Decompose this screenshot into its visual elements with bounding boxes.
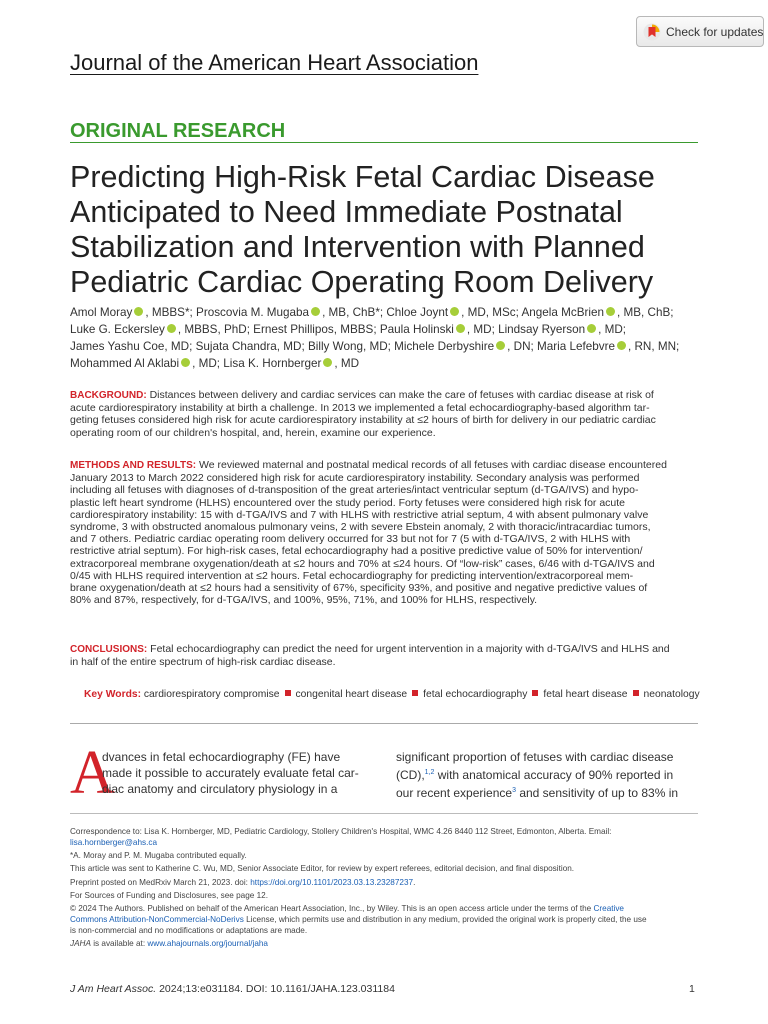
note-text: JAHA	[70, 939, 91, 949]
journal-name[interactable]: Journal of the American Heart Association	[70, 50, 479, 75]
orcid-icon[interactable]	[167, 324, 176, 333]
check-updates-label: Check for updates	[666, 24, 764, 39]
author-text: , MD; Lisa K. Hornberger	[192, 357, 322, 371]
author-text: , MB, ChB;	[617, 306, 674, 319]
email-link[interactable]: lisa.hornberger@ahs.ca	[70, 838, 158, 847]
abstract-line: cardiorespiratory instability: 15 with d-TGA/IVS and 7 with HLHS with restrictive atrial septum, 4 with absent pulmonary valve	[70, 508, 649, 521]
preprint-note	[70, 877, 700, 888]
body-text: and sensitivity of up to 83% in	[515, 786, 679, 800]
abstract-line	[70, 643, 698, 656]
keyword-separator	[412, 690, 418, 696]
abstract-line: acute cardiorespiratory instability at birth a challenge. In 2013 we implemented a fetal echocardiography-based algorithm tar-	[70, 402, 650, 415]
abstract-label: BACKGROUND:	[70, 390, 147, 401]
orcid-icon[interactable]	[181, 358, 190, 367]
abstract-line: extracorporeal membrane oxygenation/death at ≤2 hours and 70% at ≤24 hours. Of “low-risk” cases, 6/46 with d-TGA/IVS and	[70, 557, 655, 570]
orcid-icon[interactable]	[450, 307, 459, 316]
abstract-line: 0/45 with HLHS required intervention at ≤2 hours. Fetal echocardiography for predicting intervention/extracorporeal mem-	[70, 569, 634, 582]
abstract-conclusions	[70, 643, 698, 668]
author-text: Amol Moray	[70, 306, 133, 319]
note-text: is available at:	[90, 939, 148, 949]
correspondence-note	[70, 826, 700, 848]
orcid-icon[interactable]	[323, 358, 332, 367]
abstract-methods-results	[70, 459, 698, 606]
abstract-background	[70, 389, 698, 439]
abstract-line: and 7 others. Pediatric cardiac operating room delivery occurred for 33 but not for 7 (5 with d-TGA/IVS, 2 with HLHS with	[70, 533, 631, 546]
keywords	[84, 689, 700, 700]
check-updates-icon	[643, 23, 661, 41]
body-line: diac anatomy and circulatory physiology in a	[102, 782, 338, 796]
keyword[interactable]: fetal heart disease	[543, 689, 628, 700]
license-link[interactable]: Creative	[593, 903, 624, 913]
license-note	[70, 903, 700, 936]
author-text: Luke G. Eckersley	[70, 323, 165, 337]
citation-footer	[70, 983, 395, 995]
equal-contribution-note: *A. Moray and P. M. Mugaba contributed equally.	[70, 851, 247, 861]
note-text: © 2024 The Authors. Published on behalf of the American Heart Association, Inc., by Wiley. This is an open access article under the terms of the	[70, 903, 594, 913]
author-text: , MD;	[598, 323, 627, 337]
author-text: , MD; Lindsay Ryerson	[466, 323, 586, 337]
abstract-label: CONCLUSIONS:	[70, 644, 148, 655]
author-text: , RN, MN;	[627, 340, 680, 354]
body-text: with anatomical accuracy of 90% reported in	[434, 768, 674, 782]
note-text: is non-commercial and no modifications or adaptations are made.	[70, 925, 308, 935]
footnote-divider	[70, 813, 698, 814]
orcid-icon[interactable]	[606, 307, 615, 316]
keyword-separator	[633, 690, 639, 696]
check-for-updates-button[interactable]	[636, 16, 764, 47]
abstract-line: in half of the entire spectrum of high-risk cardiac disease.	[70, 656, 336, 669]
abstract-text: Distances between delivery and cardiac services can make the care of fetuses with cardiac disease at risk of	[146, 389, 654, 401]
keyword-separator	[285, 690, 291, 696]
section-heading: ORIGINAL RESEARCH	[70, 120, 286, 142]
body-column-left	[70, 739, 374, 807]
author-text: , MBBS*; Proscovia M. Mugaba	[145, 306, 310, 319]
author-line	[70, 321, 710, 338]
journal-abbreviation: J Am Heart Assoc.	[70, 983, 157, 995]
title-line: Pediatric Cardiac Operating Room Delivery	[70, 265, 654, 299]
note-text: .	[413, 877, 416, 887]
editor-note: This article was sent to Katherine C. Wu, MD, Senior Associate Editor, for review by expert referees, editorial decision, and final disposition.	[70, 864, 575, 874]
author-text: , MB, ChB*; Chloe Joynt	[322, 306, 449, 319]
body-line	[396, 765, 700, 783]
keywords-label: Key Words:	[84, 689, 142, 700]
license-link[interactable]: Commons Attribution-NonCommercial-NoDerivs	[70, 914, 244, 924]
body-text: (CD),	[396, 768, 425, 782]
abstract-line: January 2013 to March 2022 considered high risk for acute cardiorespiratory instability. Secondary analysis was performed	[70, 472, 640, 485]
abstract-line: operating room of our children's hospital, and, herein, examine our experience.	[70, 426, 436, 439]
author-text: Mohammed Al Aklabi	[70, 357, 180, 371]
keyword-separator	[532, 690, 538, 696]
orcid-icon[interactable]	[496, 341, 505, 350]
body-line	[396, 783, 700, 801]
abstract-line: brane oxygenation/death at ≤2 hours had a sensitivity of 67%, specificity 93%, and positive and negative predictive values of	[70, 582, 648, 595]
article-title	[70, 160, 710, 300]
title-line: Anticipated to Need Immediate Postnatal	[70, 195, 623, 229]
drop-cap: A	[70, 739, 115, 807]
author-line	[70, 304, 710, 321]
abstract-text: We reviewed maternal and postnatal medical records of all fetuses with cardiac disease encountered	[196, 459, 667, 471]
abstract-line	[70, 459, 698, 472]
section-rule	[70, 142, 698, 143]
note-text: Preprint posted on MedRxiv March 21, 2023. doi:	[70, 877, 251, 887]
note-text: Correspondence to: Lisa K. Hornberger, MD, Pediatric Cardiology, Stollery Children's Hospital, WMC 4.26 8440 112 Street, Edmonton, Alberta. Email:	[70, 827, 612, 836]
keyword[interactable]: cardiorespiratory compromise	[143, 689, 280, 700]
author-text: , MBBS, PhD; Ernest Phillipos, MBBS; Paula Holinski	[177, 323, 454, 337]
keyword[interactable]: neonatology	[643, 689, 700, 700]
abstract-line	[70, 389, 698, 402]
title-line: Predicting High-Risk Fetal Cardiac Disease	[70, 160, 655, 194]
body-line: significant proportion of fetuses with cardiac disease	[396, 750, 674, 764]
citation-link[interactable]: 1,2	[424, 769, 435, 776]
keyword[interactable]: congenital heart disease	[295, 689, 408, 700]
body-line: dvances in fetal echocardiography (FE) have	[102, 750, 341, 764]
orcid-icon[interactable]	[134, 307, 143, 316]
keyword[interactable]: fetal echocardiography	[423, 689, 528, 700]
preprint-link[interactable]: https://doi.org/10.1101/2023.03.13.23287237	[250, 877, 414, 887]
orcid-icon[interactable]	[587, 324, 596, 333]
orcid-icon[interactable]	[456, 324, 465, 333]
abstract-label: METHODS AND RESULTS:	[70, 460, 197, 471]
title-line: Stabilization and Intervention with Planned	[70, 230, 645, 264]
author-text: James Yashu Coe, MD; Sujata Chandra, MD; Billy Wong, MD; Michele Derbyshire	[70, 340, 495, 354]
abstract-line: including all fetuses with diagnoses of d-transposition of the great arteries/intact ventricular septum (d-TGA/IVS) and hypo-	[70, 484, 639, 497]
abstract-divider	[70, 723, 698, 724]
author-text: , MD	[334, 357, 360, 371]
author-list	[70, 304, 710, 372]
note-text: License, which permits use and distribution in any medium, provided the original work is properly cited, the use	[243, 914, 647, 924]
abstract-line: 80% and 87%, respectively, for d-TGA/IVS, and 100%, 95%, 71%, and 100% for HLHS, respectively.	[70, 594, 538, 607]
journal-link[interactable]: www.ahajournals.org/journal/jaha	[147, 939, 268, 949]
author-text: , MD, MSc; Angela McBrien	[461, 306, 604, 319]
body-column-right	[396, 749, 700, 801]
orcid-icon[interactable]	[311, 307, 320, 316]
body-line: made it possible to accurately evaluate fetal car-	[102, 766, 359, 780]
abstract-text: Fetal echocardiography can predict the need for urgent intervention in a majority with d-TGA/IVS and HLHS and	[147, 643, 670, 655]
footnotes	[70, 826, 700, 951]
abstract-line: restrictive atrial septum). For high-risk cases, fetal echocardiography had a positive predictive value of 50% for intervention/	[70, 545, 643, 558]
page-number: 1	[689, 983, 695, 995]
abstract-line: geting fetuses considered high risk for acute cardiorespiratory instability at ≤2 hours of birth for delivery in our pediatric cardiac	[70, 414, 656, 427]
orcid-icon[interactable]	[617, 341, 626, 350]
abstract-line: syndrome, 3 with obstructed anomalous pulmonary veins, 2 with severe Ebstein anomaly, 2 with thoracic/intracardiac tumors,	[70, 521, 651, 534]
abstract-line: plastic left heart syndrome (HLHS) encountered over the study period. Forty fetuses were considered high risk for acute	[70, 496, 626, 509]
author-line	[70, 338, 710, 355]
body-text: our recent experience	[396, 786, 513, 800]
author-line	[70, 355, 710, 372]
citation-link[interactable]: 3	[512, 787, 516, 794]
funding-note: For Sources of Funding and Disclosures, see page 12.	[70, 890, 268, 900]
author-text: , DN; Maria Lefebvre	[507, 340, 615, 354]
citation-text: 2024;13:e031184. DOI: 10.1161/JAHA.123.031184	[156, 983, 395, 995]
availability-note	[70, 938, 700, 949]
